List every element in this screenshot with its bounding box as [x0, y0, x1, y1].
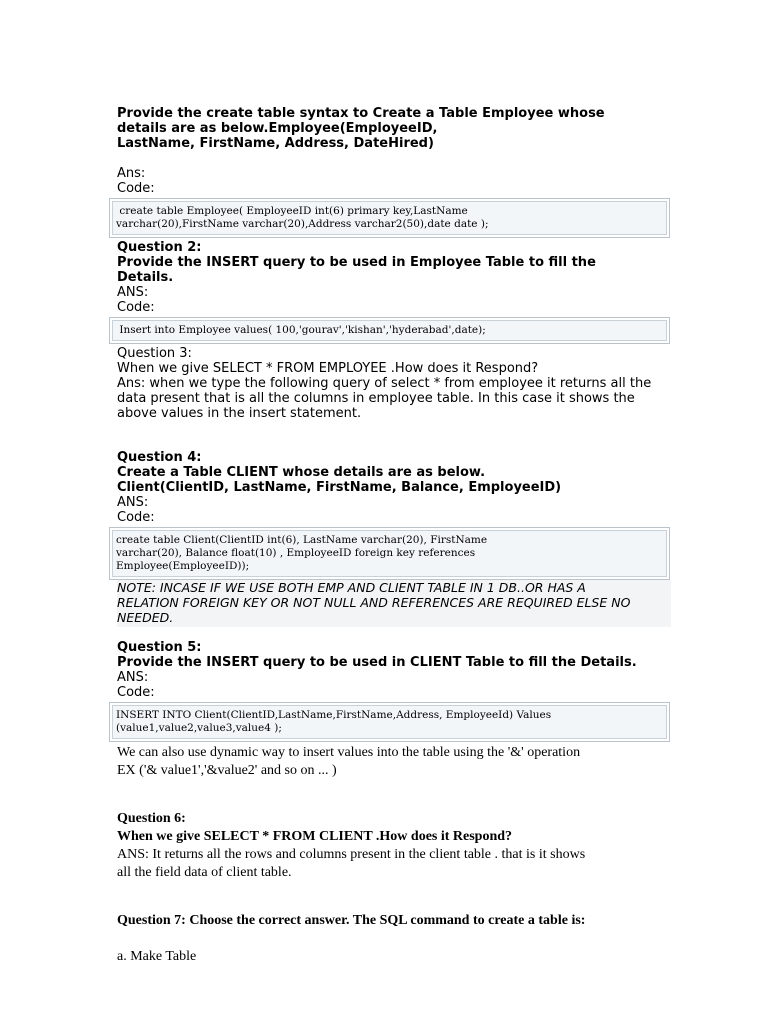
question-5-heading-line: Provide the INSERT query to be used in CLIENT Table to fill the Details. [117, 655, 637, 670]
code-line: create table Employee( EmployeeID int(6) primary key,LastName [116, 205, 468, 217]
question-6 [117, 810, 662, 882]
code-label: Code: [117, 181, 155, 196]
question-1-heading-line: Provide the create table syntax to Create a Table Employee whose [117, 106, 605, 121]
code-line: create table Client(ClientID int(6), LastName varchar(20), FirstName [116, 534, 488, 546]
code-line: varchar(20),FirstName varchar(20),Address varchar2(50),date date ); [116, 218, 489, 230]
code-line: INSERT INTO Client(ClientID,LastName,FirstName,Address, EmployeeId) Values [116, 709, 552, 721]
code-line: Insert into Employee values( 100,'gourav','kishan','hyderabad',date); [116, 324, 486, 336]
question-2-heading-line: Question 2: [117, 240, 202, 255]
note-block [117, 580, 671, 627]
question-7-option-a: a. Make Table [117, 949, 197, 964]
question-3-line: When we give SELECT * FROM EMPLOYEE .How does it Respond? [117, 361, 539, 376]
question-6-answer-line: ANS: It returns all the rows and columns present in the client table . that is it shows [117, 847, 586, 862]
question-4-heading-line: Question 4: [117, 450, 202, 465]
question-4 [117, 450, 662, 627]
question-5-heading-line: Question 5: [117, 640, 202, 655]
code-line: varchar(20), Balance float(10) , EmployeeID foreign key references [116, 547, 476, 559]
question-3-line: data present that is all the columns in employee table. In this case it shows the [117, 391, 635, 406]
answer-label: ANS: [117, 285, 149, 300]
question-7 [117, 912, 662, 966]
answer-label: ANS: [117, 670, 149, 685]
code-block [109, 317, 670, 344]
question-1-heading-line: LastName, FirstName, Address, DateHired) [117, 136, 434, 151]
question-6-heading-line: Question 6: [117, 811, 186, 826]
note-line: NOTE: INCASE IF WE USE BOTH EMP AND CLIENT TABLE IN 1 DB..OR HAS A [117, 580, 586, 595]
question-4-heading-line: Create a Table CLIENT whose details are as below. [117, 465, 486, 480]
code-label: Code: [117, 685, 155, 700]
question-3-line: above values in the insert statement. [117, 406, 362, 421]
question-3 [117, 346, 662, 421]
answer-label: Ans: [117, 166, 146, 181]
document-page [117, 106, 662, 966]
question-3-line: Ans: when we type the following query of select * from employee it returns all the [117, 376, 652, 391]
code-block [109, 702, 670, 742]
question-6-heading-line: When we give SELECT * FROM CLIENT .How does it Respond? [117, 829, 513, 844]
dynamic-insert-line: We can also use dynamic way to insert values into the table using the '&' operation [117, 745, 581, 760]
question-1-heading-line: details are as below.Employee(EmployeeID, [117, 121, 438, 136]
question-2 [117, 240, 662, 344]
code-label: Code: [117, 510, 155, 525]
code-block [109, 198, 670, 238]
note-line: RELATION FOREIGN KEY OR NOT NULL AND REFERENCES ARE REQUIRED ELSE NO [117, 595, 631, 610]
question-6-answer-line: all the field data of client table. [117, 865, 292, 880]
dynamic-insert-line: EX ('& value1','&value2' and so on ... ) [117, 763, 337, 778]
code-line: Employee(EmployeeID)); [116, 560, 250, 572]
question-4-heading-line: Client(ClientID, LastName, FirstName, Balance, EmployeeID) [117, 480, 562, 495]
question-2-heading-line: Details. [117, 270, 174, 285]
question-3-line: Question 3: [117, 346, 192, 361]
question-5 [117, 640, 662, 780]
code-label: Code: [117, 300, 155, 315]
code-block [109, 527, 670, 580]
code-line: (value1,value2,value3,value4 ); [116, 722, 282, 734]
question-2-heading-line: Provide the INSERT query to be used in Employee Table to fill the [117, 255, 596, 270]
answer-label: ANS: [117, 495, 149, 510]
question-1 [117, 106, 662, 238]
note-line: NEEDED. [117, 610, 174, 625]
question-7-heading: Question 7: Choose the correct answer. The SQL command to create a table is: [117, 913, 586, 928]
